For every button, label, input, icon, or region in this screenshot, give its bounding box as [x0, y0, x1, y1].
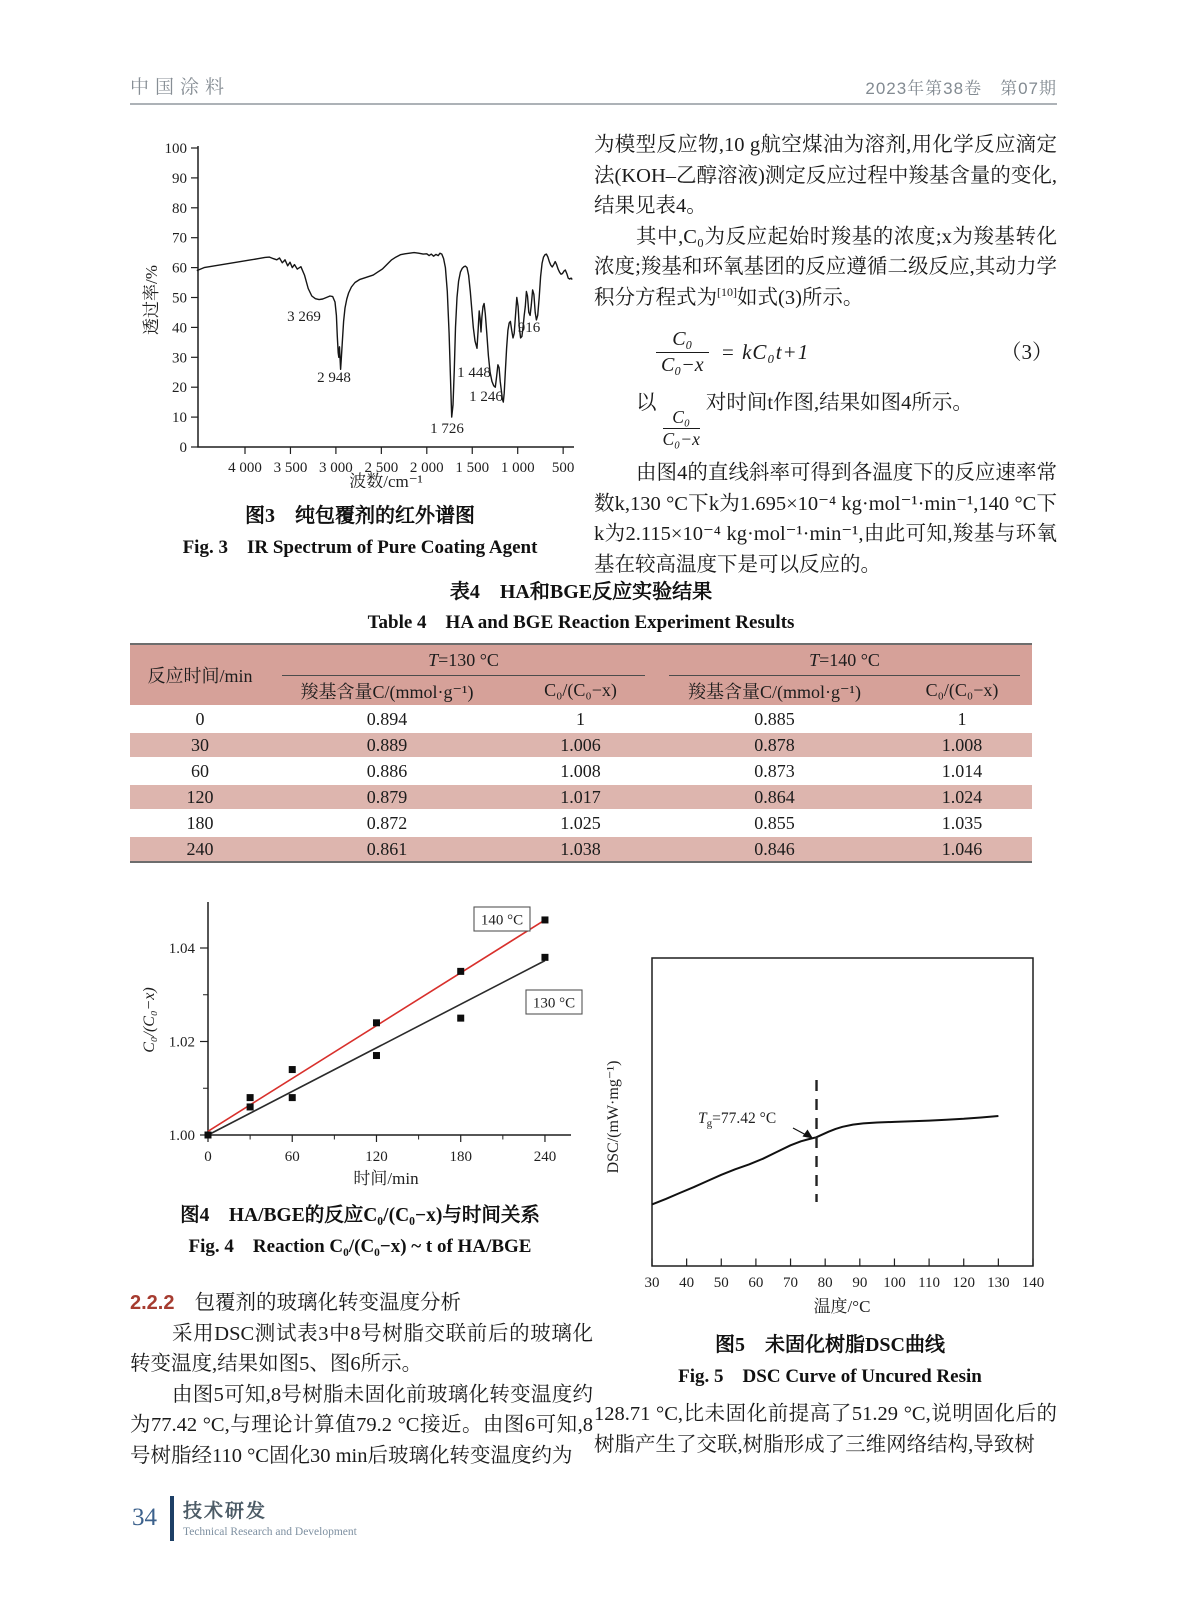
table-row: [130, 810, 1032, 836]
data-point: [373, 1052, 380, 1059]
data-point: [247, 1103, 254, 1110]
peak-label: 3 269: [287, 309, 321, 325]
y-tick-label: 1.00: [168, 1128, 195, 1144]
x-axis-label: 时间/min: [353, 1169, 419, 1188]
column-header-carboxyl-140: 羧基含量C/(mmol·g⁻¹): [657, 676, 892, 706]
x-tick-label: 1 000: [500, 460, 535, 476]
table-cell: 1.008: [892, 732, 1032, 758]
journal-name: 中国涂料: [130, 77, 231, 98]
table-cell: 1: [892, 706, 1032, 732]
x-tick-label: 3 000: [319, 460, 353, 476]
table-title-en: Table 4 HA and BGE Reaction Experiment Results: [367, 612, 795, 633]
plot-frame: [652, 958, 1033, 1266]
column-header-ratio-130: C₀/(C₀−x): [504, 676, 657, 706]
column-header-carboxyl-130: 羧基含量C/(mmol·g⁻¹): [270, 676, 504, 706]
group-header-140C: [657, 644, 1032, 676]
fraction: [656, 327, 709, 378]
data-point: [457, 968, 464, 975]
figure-5-caption-zh: 图5 未固化树脂DSC曲线: [714, 1334, 945, 1356]
x-tick-label: 30: [644, 1275, 660, 1291]
figure-3-block: [130, 130, 590, 559]
x-tick-label: 60: [284, 1149, 300, 1165]
data-point: [541, 916, 548, 923]
paragraph: 由图5可知,8号树脂未固化前玻璃化转变温度约为77.42 °C,与理论计算值79.2 °C接近。由图6可知,8号树脂经110 °C固化30 min后玻璃化转变温度约为: [130, 1383, 593, 1467]
footer-section-zh: 技术研发: [183, 1501, 268, 1522]
table-cell: 0.846: [657, 836, 892, 862]
x-tick-label: 3 500: [273, 460, 308, 476]
y-tick-label: 90: [172, 170, 187, 187]
temp-symbol: T: [809, 650, 820, 670]
table-cell: 1.035: [892, 810, 1032, 836]
x-axis-label: 波数/cm⁻¹: [349, 472, 423, 488]
table-cell: 0.861: [270, 836, 504, 862]
table-cell: 1.024: [892, 784, 1032, 810]
x-tick-label: 180: [449, 1149, 472, 1165]
paragraph-text: 以: [636, 392, 657, 414]
footer-column: [183, 1496, 357, 1538]
fraction-numerator: C₀: [656, 327, 709, 353]
y-tick-label: 20: [172, 380, 187, 397]
data-point: [247, 1094, 254, 1101]
y-tick-label: 60: [172, 260, 187, 277]
x-tick-label: 2 000: [409, 460, 444, 476]
equation-number: （3）: [1000, 340, 1053, 365]
table-cell: 0.872: [270, 810, 504, 836]
column-header-ratio-140: C₀/(C₀−x): [892, 676, 1032, 706]
table-cell: 0.878: [657, 732, 892, 758]
y-axis-label: 透过率/%: [142, 265, 161, 335]
temp-value: =140 °C: [819, 650, 880, 670]
paragraph: 128.71 °C,比未固化前提高了51.29 °C,说明固化后的树脂产生了交联,树脂形成了三维网络结构,导致树: [594, 1403, 1057, 1456]
table-cell: 1.014: [892, 758, 1032, 784]
table-cell: 1.006: [504, 732, 657, 758]
data-point: [373, 1019, 380, 1026]
peak-label: 916: [517, 320, 541, 336]
data-point: [541, 954, 548, 961]
inline-fraction: [663, 407, 700, 450]
y-tick-label: 0: [179, 440, 187, 456]
group-divider: [669, 675, 1020, 676]
table-cell: 240: [130, 836, 270, 862]
page-number: 34: [132, 1504, 157, 1531]
group-header-130C: [270, 644, 657, 676]
table-row: [130, 784, 1032, 810]
y-tick-label: 70: [172, 230, 187, 247]
figure-4-block: [130, 878, 590, 1258]
fraction-denominator: C₀−x: [662, 429, 700, 449]
table-cell: 1: [504, 706, 657, 732]
section-2-2-2: [130, 1288, 593, 1471]
temp-value: =130 °C: [438, 650, 499, 670]
table-row: [130, 758, 1032, 784]
paragraph-text: 如式(3)所示。: [737, 286, 864, 309]
table-cell: 1.008: [504, 758, 657, 784]
table-cell: 60: [130, 758, 270, 784]
table-cell: 0.879: [270, 784, 504, 810]
x-tick-label: 0: [204, 1149, 212, 1165]
table-cell: 180: [130, 810, 270, 836]
table-4-block: [130, 575, 1032, 863]
y-tick-label: 30: [172, 350, 187, 367]
fraction-numerator: C₀: [663, 407, 700, 429]
y-tick-label: 10: [172, 410, 187, 427]
y-axis-label: DSC/(mW·mg⁻¹): [605, 1060, 622, 1174]
right-column-text: [594, 130, 1057, 580]
dsc-chart: [600, 925, 1060, 1317]
x-tick-label: 240: [533, 1149, 557, 1165]
peak-label: 1 246: [469, 389, 503, 405]
page-footer: [132, 1496, 357, 1541]
dsc-trace: [652, 1116, 998, 1204]
figure-5-block: [600, 925, 1060, 1388]
page-header: [130, 72, 1057, 99]
footer-divider: [170, 1496, 174, 1541]
x-tick-label: 50: [713, 1275, 729, 1291]
series-label: 130 °C: [532, 995, 576, 1012]
fraction-denominator: C₀−x: [661, 354, 704, 376]
figure-5-caption-en: Fig. 5 DSC Curve of Uncured Resin: [678, 1366, 982, 1387]
table-row: [130, 732, 1032, 758]
figure-4-caption-en: Fig. 4 Reaction C₀/(C₀−x) ~ t of HA/BGE: [188, 1236, 532, 1257]
x-tick-label: 110: [918, 1275, 941, 1291]
series-label: 140 °C: [480, 912, 524, 929]
paragraph: 为模型反应物,10 g航空煤油为溶剂,用化学反应滴定法(KOH–乙醇溶液)测定反应过程中羧基含量的变化,结果见表4。: [594, 134, 1057, 217]
paragraph: 采用DSC测试表3中8号树脂交联前后的玻璃化转变温度,结果如图5、图6所示。: [130, 1322, 593, 1375]
table-cell: 1.017: [504, 784, 657, 810]
x-tick-label: 140: [1021, 1275, 1045, 1291]
group-divider: [282, 675, 645, 676]
y-tick-label: 1.02: [168, 1034, 195, 1051]
data-point: [289, 1066, 296, 1073]
section-heading: [130, 1288, 593, 1319]
fit-line-130°C: [208, 961, 545, 1135]
table-cell: 1.038: [504, 836, 657, 862]
table-cell: 0.885: [657, 706, 892, 732]
x-tick-label: 1 500: [455, 460, 490, 476]
ir-spectrum-chart: [130, 130, 590, 488]
x-tick-label: 60: [748, 1275, 764, 1291]
table-cell: 0.864: [657, 784, 892, 810]
paragraph: 由图4的直线斜率可得到各温度下的反应速率常数k,130 °C下k为1.695×10⁻⁴ kg·mol⁻¹·min⁻¹,140 °C下k为2.115×10⁻⁴ kg·mol⁻¹·min⁻¹,由此可知,羧基与环氧基在较高温度下是可以反应的。: [594, 462, 1057, 576]
x-tick-label: 500: [551, 460, 575, 476]
issue-info: 2023年第38卷 第07期: [865, 79, 1057, 98]
data-point: [457, 1015, 464, 1022]
table-cell: 1.025: [504, 810, 657, 836]
figure-3-caption-en: Fig. 3 IR Spectrum of Pure Coating Agent: [182, 537, 538, 558]
y-tick-label: 100: [164, 141, 187, 157]
column-header-time: 反应时间/min: [130, 644, 270, 706]
x-tick-label: 4 000: [228, 460, 262, 476]
y-tick-label: 80: [172, 200, 187, 217]
y-tick-label: 1.04: [168, 941, 195, 957]
table-cell: 1.046: [892, 836, 1032, 862]
figure-4-caption-zh: 图4 HA/BGE的反应C₀/(C₀−x)与时间关系: [180, 1205, 540, 1226]
y-axis-label: C₀/(C₀−x): [141, 987, 158, 1053]
x-tick-label: 80: [817, 1275, 833, 1291]
table-row: [130, 836, 1032, 862]
peak-label: 1 448: [457, 365, 491, 381]
x-tick-label: 70: [783, 1275, 799, 1291]
table-cell: 0.855: [657, 810, 892, 836]
table-cell: 0.894: [270, 706, 504, 732]
equation-rhs: = kC₀t+1: [720, 340, 810, 365]
table-cell: 120: [130, 784, 270, 810]
x-tick-label: 120: [952, 1275, 975, 1291]
y-tick-label: 40: [172, 320, 187, 337]
table-row: [130, 706, 1032, 732]
x-tick-label: 130: [987, 1275, 1010, 1291]
peak-label: 2 948: [317, 370, 351, 386]
table-cell: 0.889: [270, 732, 504, 758]
data-point: [205, 1132, 212, 1139]
x-tick-label: 120: [365, 1149, 388, 1165]
bottom-right-text: [594, 1399, 1057, 1460]
x-tick-label: 40: [679, 1275, 695, 1291]
citation-superscript: [10]: [717, 284, 737, 299]
x-tick-label: 100: [883, 1275, 906, 1291]
footer-section-en: Technical Research and Development: [183, 1526, 357, 1538]
x-axis-label: 温度/°C: [813, 1297, 871, 1316]
section-title: 包覆剂的玻璃化转变温度分析: [194, 1292, 461, 1314]
data-point: [289, 1094, 296, 1101]
temp-symbol: T: [428, 650, 439, 670]
y-tick-label: 50: [172, 290, 187, 307]
table-cell: 0.886: [270, 758, 504, 784]
section-number: 2.2.2: [130, 1292, 175, 1314]
ir-trace: [197, 253, 572, 418]
paragraph-text: 其中,C₀为反应起始时羧基的浓度;x为羧基转化浓度;羧基和环氧基团的反应遵循二级反应,其动力学积分方程式为: [594, 225, 1057, 309]
table-cell: 0.873: [657, 758, 892, 784]
paragraph-text: 对时间t作图,结果如图4所示。: [705, 392, 973, 414]
x-tick-label: 2 500: [364, 460, 399, 476]
tg-annotation: $T_g=77.42$ °C: [698, 1110, 777, 1130]
kinetics-chart: [130, 878, 590, 1188]
peak-label: 1 726: [430, 421, 464, 437]
table-cell: 0: [130, 706, 270, 732]
x-tick-label: 90: [852, 1275, 868, 1291]
table-cell: 30: [130, 732, 270, 758]
header-rule: [130, 103, 1057, 105]
table-title-zh: 表4 HA和BGE反应实验结果: [449, 581, 713, 603]
equation-3: [656, 327, 1057, 378]
paragraph: [594, 388, 1057, 450]
reaction-results-table: [130, 643, 1032, 863]
figure-3-caption-zh: 图3 纯包覆剂的红外谱图: [245, 505, 475, 527]
paragraph: [594, 222, 1057, 314]
